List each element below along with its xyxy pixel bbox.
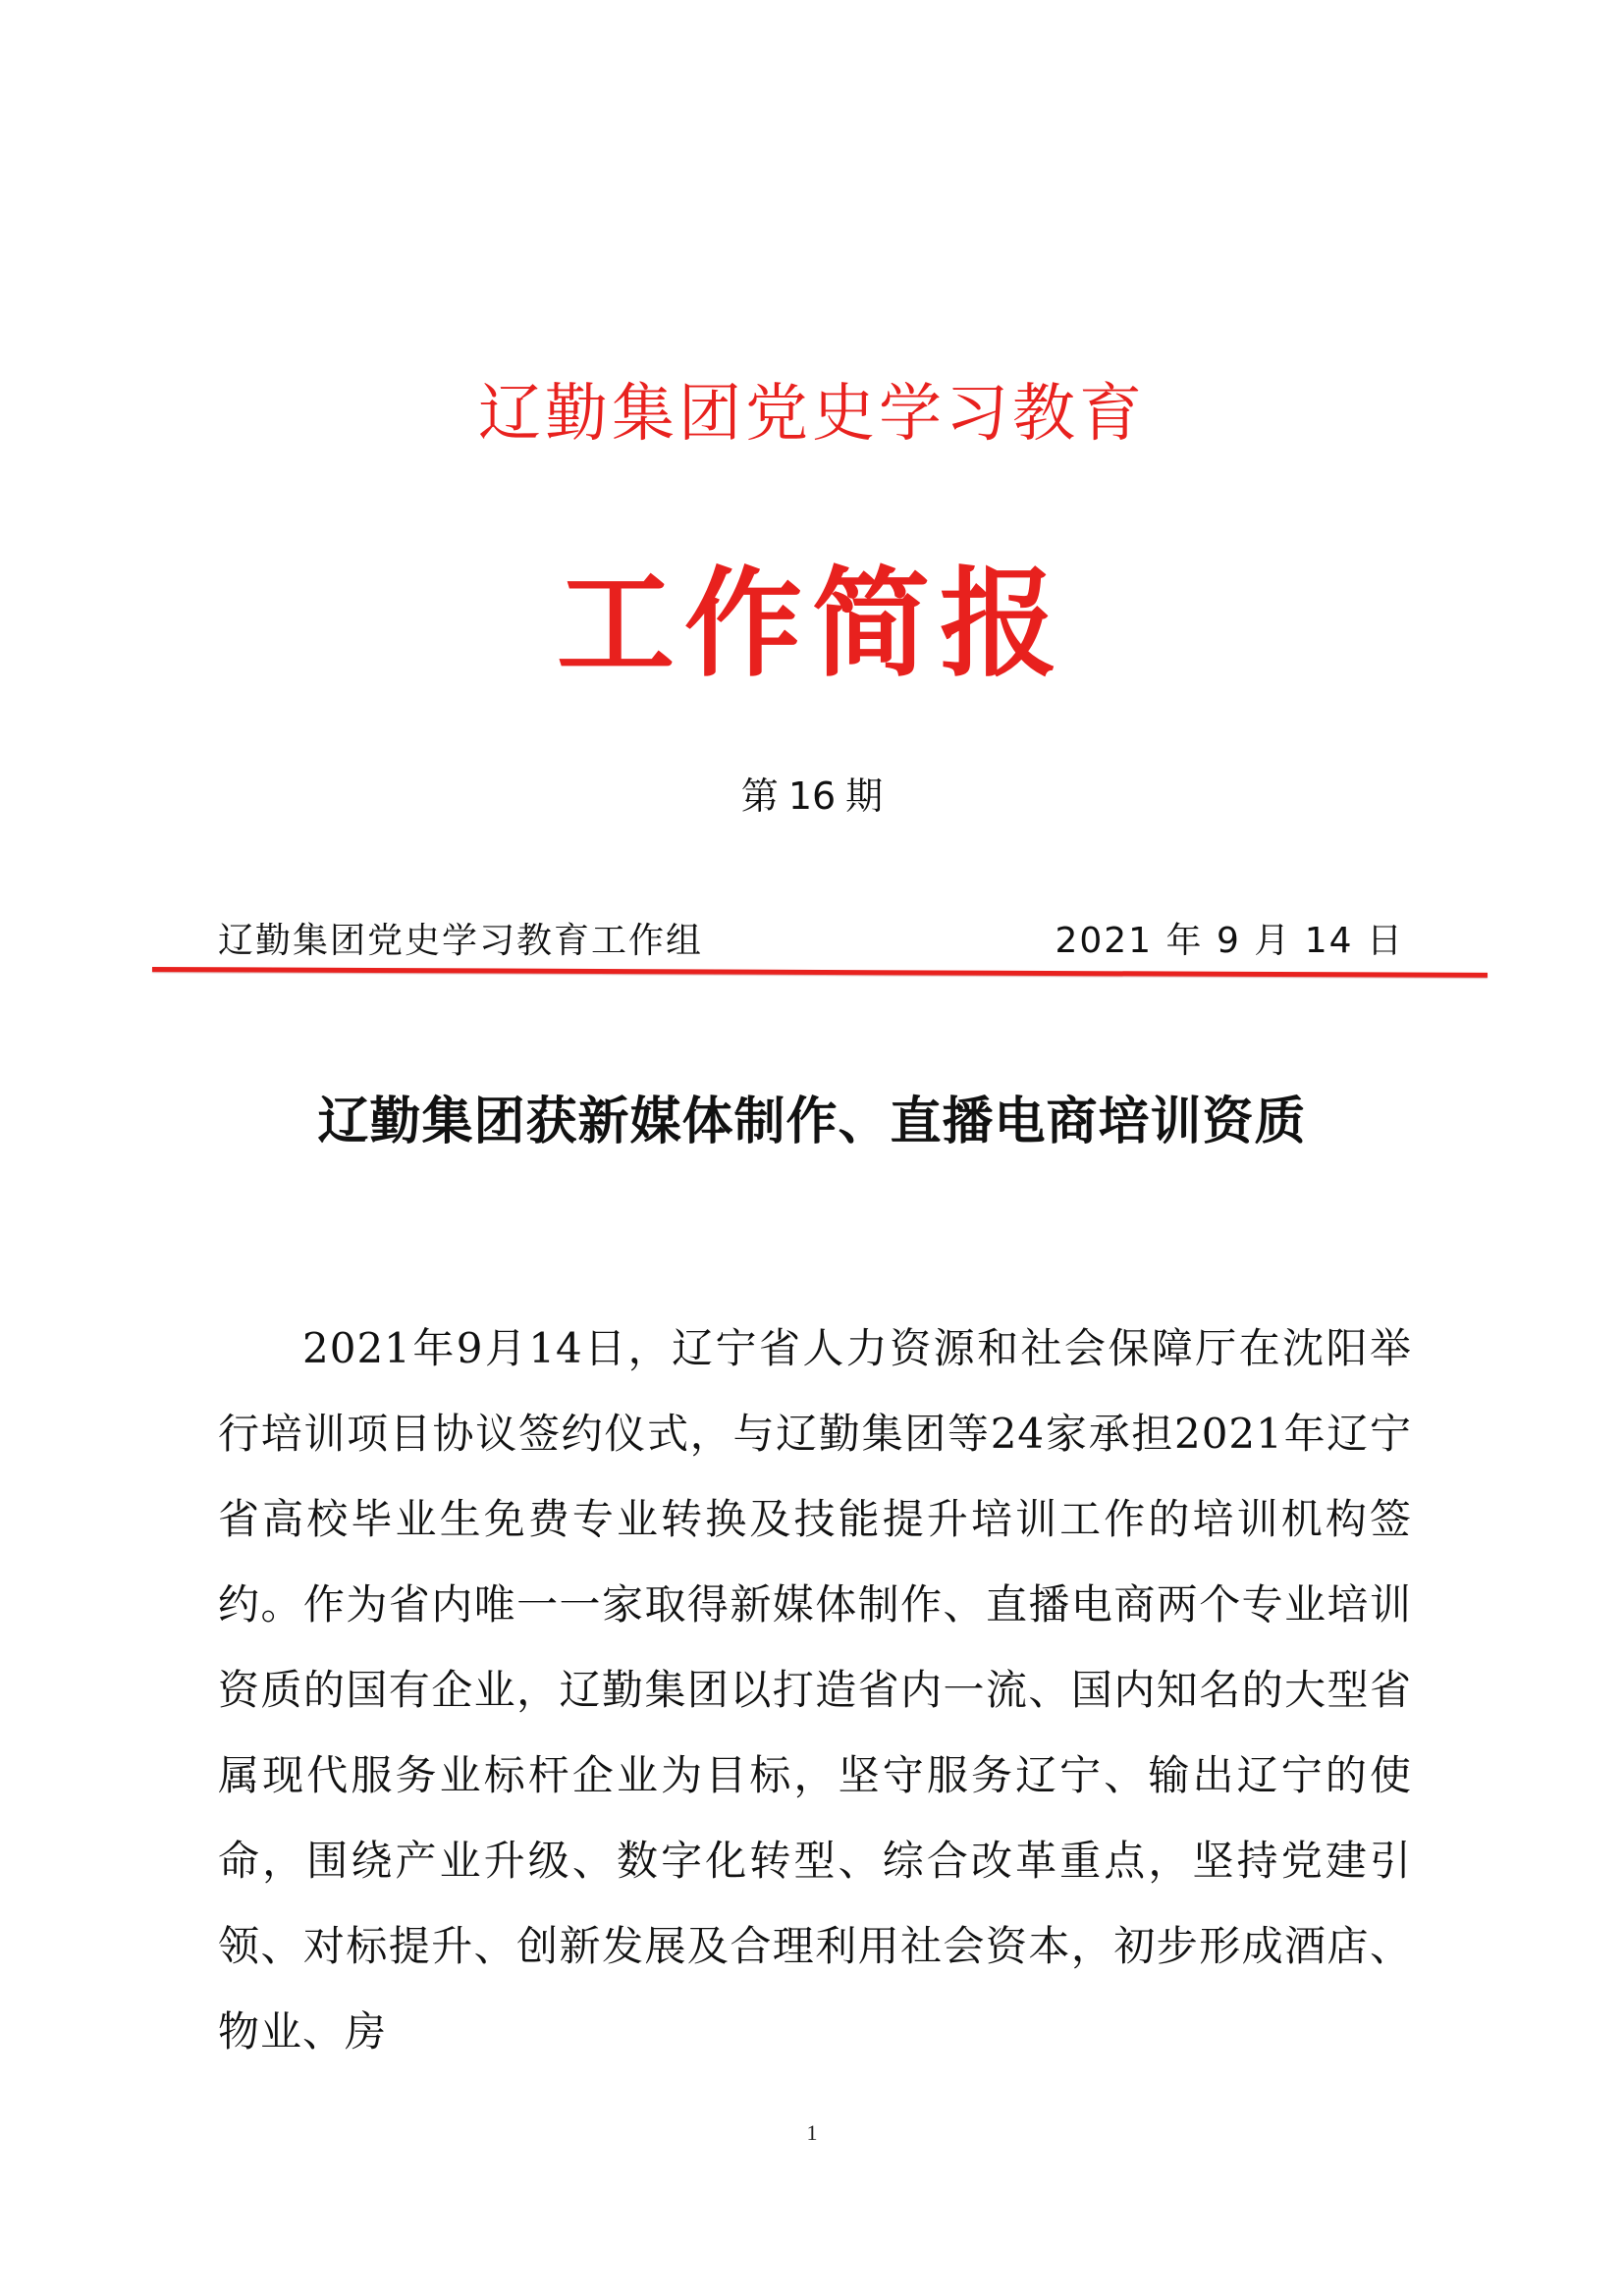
issue-date: 2021 年 9 月 14 日 <box>1055 921 1404 961</box>
issue-prefix: 第 <box>740 774 779 818</box>
article-headline: 辽勤集团获新媒体制作、直播电商培训资质 <box>317 1093 1307 1151</box>
page-number: 1 <box>806 2120 818 2145</box>
masthead-title: 辽勤集团党史学习教育 <box>478 378 1146 451</box>
masthead-subtitle: 工作简报 <box>557 557 1067 693</box>
issue-suffix: 期 <box>845 774 884 818</box>
issue-value: 16 <box>787 774 837 818</box>
article-paragraph: 2021年9月14日，辽宁省人力资源和社会保障厅在沈阳举行培训项目协议签约仪式，与辽勤集团等24家承担2021年辽宁省高校毕业生免费专业转换及技能提升培训工作的培训机构签约。作为省内唯一一家取得新媒体制作、直播电商两个专业培训资质的国有企业，辽勤集团以打造省内一流、国内知名的大型省属现代服务业标杆企业为目标，坚守服务辽宁、输出辽宁的使命，围绕产业升级、数字化转型、综合改革重点，坚持党建引领、对标提升、创新发展及合理利用社会资本，初步形成酒店、物业、房 <box>218 1324 1412 2056</box>
issue-number <box>0 766 1624 820</box>
issuing-organization: 辽勤集团党史学习教育工作组 <box>218 921 704 961</box>
red-divider-rule <box>152 967 1488 978</box>
byline <box>218 913 1404 963</box>
